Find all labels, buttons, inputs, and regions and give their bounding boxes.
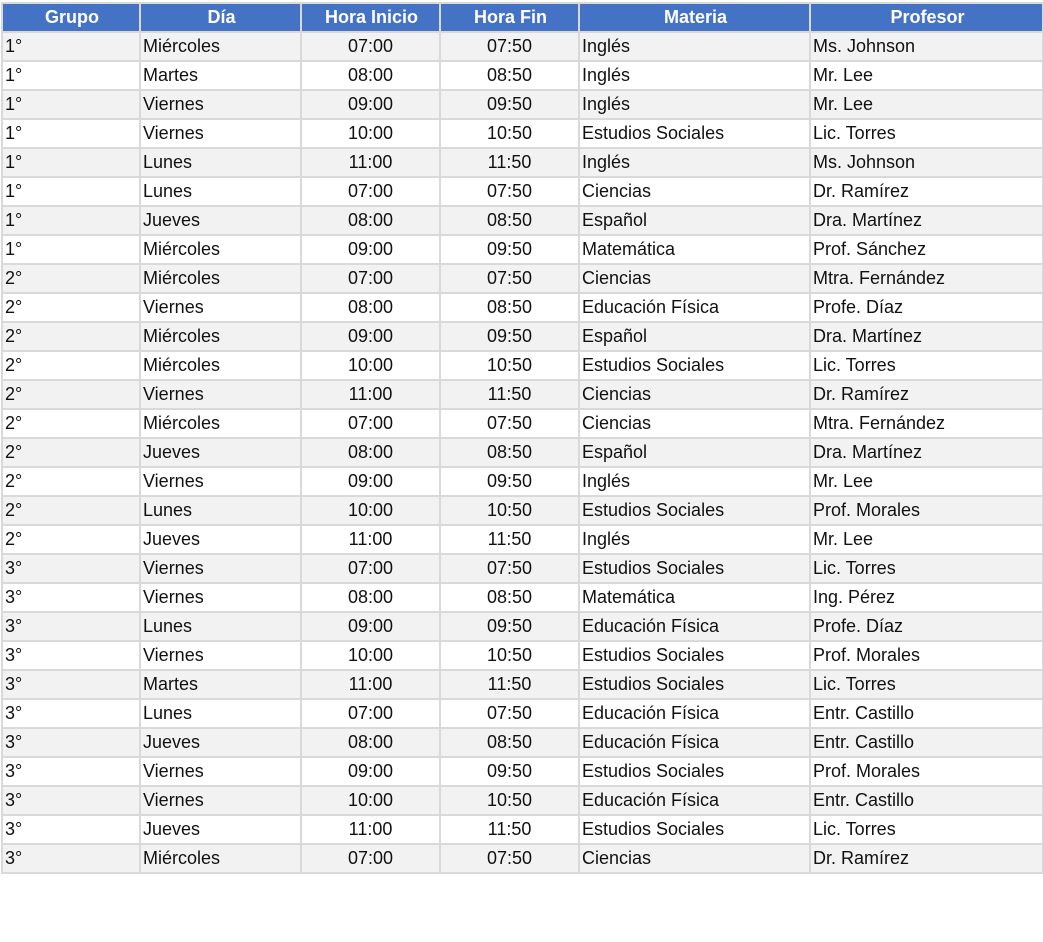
hora-fin-cell[interactable]: 07:50 <box>440 554 579 583</box>
table-row <box>2 815 1043 844</box>
table-row <box>2 293 1043 322</box>
column-header-hora-inicio[interactable]: Hora Inicio <box>301 3 440 32</box>
materia-cell[interactable]: Estudios Sociales <box>579 757 810 786</box>
table-row <box>2 351 1043 380</box>
profesor-cell[interactable]: Dr. Ramírez <box>810 380 1043 409</box>
profesor-cell[interactable]: Prof. Morales <box>810 641 1043 670</box>
hora-fin-cell[interactable]: 10:50 <box>440 496 579 525</box>
materia-cell[interactable]: Estudios Sociales <box>579 670 810 699</box>
hora-inicio-cell[interactable]: 11:00 <box>301 525 440 554</box>
dia-cell[interactable]: Jueves <box>140 438 301 467</box>
hora-fin-cell[interactable]: 07:50 <box>440 699 579 728</box>
grupo-cell[interactable]: 2° <box>2 322 140 351</box>
grupo-cell[interactable]: 3° <box>2 844 140 873</box>
table-body <box>2 32 1043 873</box>
hora-fin-cell[interactable]: 09:50 <box>440 612 579 641</box>
materia-cell[interactable]: Educación Física <box>579 293 810 322</box>
profesor-cell[interactable]: Mr. Lee <box>810 90 1043 119</box>
header-row <box>2 3 1043 32</box>
grupo-cell[interactable]: 2° <box>2 293 140 322</box>
hora-fin-cell[interactable]: 09:50 <box>440 467 579 496</box>
materia-cell[interactable]: Español <box>579 206 810 235</box>
hora-fin-cell[interactable]: 08:50 <box>440 438 579 467</box>
profesor-cell[interactable]: Lic. Torres <box>810 119 1043 148</box>
hora-inicio-cell[interactable]: 11:00 <box>301 148 440 177</box>
hora-fin-cell[interactable]: 09:50 <box>440 322 579 351</box>
hora-inicio-cell[interactable]: 10:00 <box>301 786 440 815</box>
hora-inicio-cell[interactable]: 10:00 <box>301 496 440 525</box>
hora-fin-cell[interactable]: 11:50 <box>440 815 579 844</box>
profesor-cell[interactable]: Ing. Pérez <box>810 583 1043 612</box>
materia-cell[interactable]: Inglés <box>579 525 810 554</box>
column-header-materia[interactable]: Materia <box>579 3 810 32</box>
dia-cell[interactable]: Miércoles <box>140 264 301 293</box>
hora-inicio-cell[interactable]: 08:00 <box>301 583 440 612</box>
materia-cell[interactable]: Estudios Sociales <box>579 815 810 844</box>
profesor-cell[interactable]: Entr. Castillo <box>810 728 1043 757</box>
table-row <box>2 148 1043 177</box>
grupo-cell[interactable]: 3° <box>2 612 140 641</box>
profesor-cell[interactable]: Mtra. Fernández <box>810 409 1043 438</box>
hora-inicio-cell[interactable]: 07:00 <box>301 554 440 583</box>
table-row <box>2 786 1043 815</box>
hora-fin-cell[interactable]: 07:50 <box>440 32 579 61</box>
grupo-cell[interactable]: 2° <box>2 438 140 467</box>
hora-fin-cell[interactable]: 08:50 <box>440 61 579 90</box>
materia-cell[interactable]: Inglés <box>579 148 810 177</box>
table-row <box>2 119 1043 148</box>
table-row <box>2 32 1043 61</box>
grupo-cell[interactable]: 2° <box>2 467 140 496</box>
dia-cell[interactable]: Viernes <box>140 380 301 409</box>
table-row <box>2 670 1043 699</box>
hora-fin-cell[interactable]: 08:50 <box>440 206 579 235</box>
materia-cell[interactable]: Estudios Sociales <box>579 554 810 583</box>
dia-cell[interactable]: Lunes <box>140 699 301 728</box>
profesor-cell[interactable]: Ms. Johnson <box>810 32 1043 61</box>
grupo-cell[interactable]: 2° <box>2 380 140 409</box>
table-row <box>2 525 1043 554</box>
profesor-cell[interactable]: Prof. Morales <box>810 496 1043 525</box>
materia-cell[interactable]: Ciencias <box>579 264 810 293</box>
profesor-cell[interactable]: Ms. Johnson <box>810 148 1043 177</box>
dia-cell[interactable]: Viernes <box>140 757 301 786</box>
hora-inicio-cell[interactable]: 08:00 <box>301 293 440 322</box>
dia-cell[interactable]: Viernes <box>140 786 301 815</box>
table-row <box>2 380 1043 409</box>
grupo-cell[interactable]: 2° <box>2 351 140 380</box>
profesor-cell[interactable]: Lic. Torres <box>810 351 1043 380</box>
dia-cell[interactable]: Lunes <box>140 148 301 177</box>
dia-cell[interactable]: Viernes <box>140 467 301 496</box>
materia-cell[interactable]: Ciencias <box>579 409 810 438</box>
table-row <box>2 235 1043 264</box>
table-row <box>2 438 1043 467</box>
dia-cell[interactable]: Lunes <box>140 612 301 641</box>
hora-fin-cell[interactable]: 10:50 <box>440 119 579 148</box>
materia-cell[interactable]: Español <box>579 322 810 351</box>
hora-fin-cell[interactable]: 11:50 <box>440 525 579 554</box>
materia-cell[interactable]: Estudios Sociales <box>579 119 810 148</box>
grupo-cell[interactable]: 3° <box>2 641 140 670</box>
hora-fin-cell[interactable]: 09:50 <box>440 90 579 119</box>
profesor-cell[interactable]: Lic. Torres <box>810 670 1043 699</box>
hora-inicio-cell[interactable]: 07:00 <box>301 264 440 293</box>
hora-fin-cell[interactable]: 07:50 <box>440 409 579 438</box>
profesor-cell[interactable]: Dra. Martínez <box>810 438 1043 467</box>
materia-cell[interactable]: Ciencias <box>579 844 810 873</box>
hora-fin-cell[interactable]: 09:50 <box>440 235 579 264</box>
hora-inicio-cell[interactable]: 07:00 <box>301 699 440 728</box>
grupo-cell[interactable]: 3° <box>2 699 140 728</box>
profesor-cell[interactable]: Dra. Martínez <box>810 322 1043 351</box>
materia-cell[interactable]: Inglés <box>579 467 810 496</box>
hora-inicio-cell[interactable]: 09:00 <box>301 235 440 264</box>
hora-fin-cell[interactable]: 07:50 <box>440 177 579 206</box>
materia-cell[interactable]: Español <box>579 438 810 467</box>
table-row <box>2 496 1043 525</box>
dia-cell[interactable]: Viernes <box>140 554 301 583</box>
hora-fin-cell[interactable]: 11:50 <box>440 670 579 699</box>
hora-inicio-cell[interactable]: 11:00 <box>301 670 440 699</box>
profesor-cell[interactable]: Prof. Morales <box>810 757 1043 786</box>
column-header-hora-fin[interactable]: Hora Fin <box>440 3 579 32</box>
dia-cell[interactable]: Viernes <box>140 641 301 670</box>
grupo-cell[interactable]: 1° <box>2 148 140 177</box>
hora-inicio-cell[interactable]: 11:00 <box>301 815 440 844</box>
profesor-cell[interactable]: Dr. Ramírez <box>810 177 1043 206</box>
profesor-cell[interactable]: Mr. Lee <box>810 467 1043 496</box>
hora-inicio-cell[interactable]: 10:00 <box>301 641 440 670</box>
hora-inicio-cell[interactable]: 08:00 <box>301 206 440 235</box>
grupo-cell[interactable]: 1° <box>2 206 140 235</box>
table-row <box>2 177 1043 206</box>
materia-cell[interactable]: Matemática <box>579 583 810 612</box>
hora-inicio-cell[interactable]: 08:00 <box>301 438 440 467</box>
materia-cell[interactable]: Ciencias <box>579 380 810 409</box>
hora-fin-cell[interactable]: 10:50 <box>440 786 579 815</box>
profesor-cell[interactable]: Entr. Castillo <box>810 699 1043 728</box>
profesor-cell[interactable]: Dr. Ramírez <box>810 844 1043 873</box>
hora-inicio-cell[interactable]: 09:00 <box>301 467 440 496</box>
table-header <box>2 3 1043 32</box>
dia-cell[interactable]: Jueves <box>140 525 301 554</box>
hora-inicio-cell[interactable]: 10:00 <box>301 351 440 380</box>
table-row <box>2 206 1043 235</box>
hora-fin-cell[interactable]: 08:50 <box>440 293 579 322</box>
hora-fin-cell[interactable]: 11:50 <box>440 380 579 409</box>
hora-inicio-cell[interactable]: 07:00 <box>301 177 440 206</box>
table-row <box>2 90 1043 119</box>
materia-cell[interactable]: Ciencias <box>579 177 810 206</box>
materia-cell[interactable]: Matemática <box>579 235 810 264</box>
grupo-cell[interactable]: 3° <box>2 757 140 786</box>
materia-cell[interactable]: Educación Física <box>579 699 810 728</box>
grupo-cell[interactable]: 2° <box>2 496 140 525</box>
grupo-cell[interactable]: 3° <box>2 728 140 757</box>
hora-inicio-cell[interactable]: 09:00 <box>301 322 440 351</box>
grupo-cell[interactable]: 2° <box>2 525 140 554</box>
grupo-cell[interactable]: 1° <box>2 32 140 61</box>
hora-inicio-cell[interactable]: 07:00 <box>301 32 440 61</box>
table-row <box>2 409 1043 438</box>
hora-inicio-cell[interactable]: 08:00 <box>301 61 440 90</box>
grupo-cell[interactable]: 1° <box>2 119 140 148</box>
hora-fin-cell[interactable]: 10:50 <box>440 351 579 380</box>
dia-cell[interactable]: Miércoles <box>140 844 301 873</box>
grupo-cell[interactable]: 3° <box>2 670 140 699</box>
profesor-cell[interactable]: Lic. Torres <box>810 815 1043 844</box>
dia-cell[interactable]: Viernes <box>140 583 301 612</box>
grupo-cell[interactable]: 2° <box>2 264 140 293</box>
hora-fin-cell[interactable]: 09:50 <box>440 757 579 786</box>
hora-inicio-cell[interactable]: 08:00 <box>301 728 440 757</box>
table-row <box>2 641 1043 670</box>
grupo-cell[interactable]: 3° <box>2 583 140 612</box>
table-row <box>2 699 1043 728</box>
profesor-cell[interactable]: Dra. Martínez <box>810 206 1043 235</box>
hora-fin-cell[interactable]: 10:50 <box>440 641 579 670</box>
hora-inicio-cell[interactable]: 11:00 <box>301 380 440 409</box>
grupo-cell[interactable]: 1° <box>2 177 140 206</box>
profesor-cell[interactable]: Profe. Díaz <box>810 612 1043 641</box>
profesor-cell[interactable]: Mr. Lee <box>810 525 1043 554</box>
hora-fin-cell[interactable]: 08:50 <box>440 583 579 612</box>
dia-cell[interactable]: Miércoles <box>140 235 301 264</box>
grupo-cell[interactable]: 1° <box>2 235 140 264</box>
materia-cell[interactable]: Estudios Sociales <box>579 641 810 670</box>
hora-inicio-cell[interactable]: 09:00 <box>301 612 440 641</box>
materia-cell[interactable]: Educación Física <box>579 786 810 815</box>
table-row <box>2 322 1043 351</box>
grupo-cell[interactable]: 2° <box>2 409 140 438</box>
hora-fin-cell[interactable]: 08:50 <box>440 728 579 757</box>
materia-cell[interactable]: Estudios Sociales <box>579 351 810 380</box>
grupo-cell[interactable]: 1° <box>2 61 140 90</box>
materia-cell[interactable]: Estudios Sociales <box>579 496 810 525</box>
profesor-cell[interactable]: Entr. Castillo <box>810 786 1043 815</box>
hora-inicio-cell[interactable]: 07:00 <box>301 409 440 438</box>
hora-inicio-cell[interactable]: 09:00 <box>301 90 440 119</box>
materia-cell[interactable]: Inglés <box>579 61 810 90</box>
dia-cell[interactable]: Jueves <box>140 206 301 235</box>
column-header-dia[interactable]: Día <box>140 3 301 32</box>
dia-cell[interactable]: Jueves <box>140 815 301 844</box>
column-header-grupo[interactable]: Grupo <box>2 3 140 32</box>
table-row <box>2 728 1043 757</box>
dia-cell[interactable]: Miércoles <box>140 409 301 438</box>
dia-cell[interactable]: Martes <box>140 61 301 90</box>
table-row <box>2 554 1043 583</box>
table-row <box>2 757 1043 786</box>
dia-cell[interactable]: Viernes <box>140 90 301 119</box>
hora-inicio-cell[interactable]: 10:00 <box>301 119 440 148</box>
dia-cell[interactable]: Lunes <box>140 496 301 525</box>
hora-inicio-cell[interactable]: 07:00 <box>301 844 440 873</box>
schedule-table <box>1 2 1043 874</box>
hora-fin-cell[interactable]: 11:50 <box>440 148 579 177</box>
dia-cell[interactable]: Viernes <box>140 293 301 322</box>
profesor-cell[interactable]: Mr. Lee <box>810 61 1043 90</box>
grupo-cell[interactable]: 3° <box>2 815 140 844</box>
table-row <box>2 583 1043 612</box>
profesor-cell[interactable]: Prof. Sánchez <box>810 235 1043 264</box>
dia-cell[interactable]: Martes <box>140 670 301 699</box>
dia-cell[interactable]: Viernes <box>140 119 301 148</box>
materia-cell[interactable]: Inglés <box>579 32 810 61</box>
materia-cell[interactable]: Educación Física <box>579 612 810 641</box>
table-row <box>2 612 1043 641</box>
grupo-cell[interactable]: 3° <box>2 554 140 583</box>
grupo-cell[interactable]: 3° <box>2 786 140 815</box>
materia-cell[interactable]: Educación Física <box>579 728 810 757</box>
dia-cell[interactable]: Miércoles <box>140 322 301 351</box>
grupo-cell[interactable]: 1° <box>2 90 140 119</box>
profesor-cell[interactable]: Profe. Díaz <box>810 293 1043 322</box>
table-row <box>2 467 1043 496</box>
table-row <box>2 264 1043 293</box>
dia-cell[interactable]: Miércoles <box>140 32 301 61</box>
materia-cell[interactable]: Inglés <box>579 90 810 119</box>
profesor-cell[interactable]: Mtra. Fernández <box>810 264 1043 293</box>
table-row <box>2 61 1043 90</box>
table-row <box>2 844 1043 873</box>
profesor-cell[interactable]: Lic. Torres <box>810 554 1043 583</box>
dia-cell[interactable]: Jueves <box>140 728 301 757</box>
column-header-profesor[interactable]: Profesor <box>810 3 1043 32</box>
dia-cell[interactable]: Lunes <box>140 177 301 206</box>
hora-fin-cell[interactable]: 07:50 <box>440 264 579 293</box>
hora-fin-cell[interactable]: 07:50 <box>440 844 579 873</box>
dia-cell[interactable]: Miércoles <box>140 351 301 380</box>
hora-inicio-cell[interactable]: 09:00 <box>301 757 440 786</box>
